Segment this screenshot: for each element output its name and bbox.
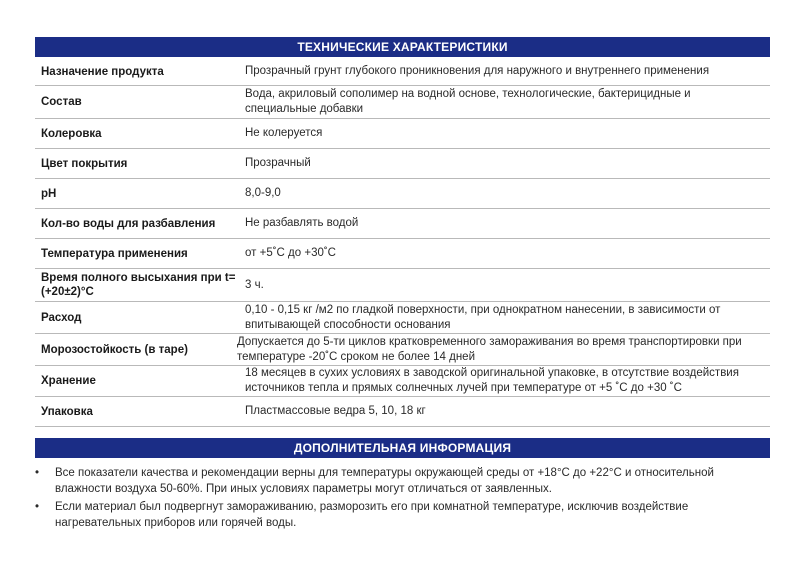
row-label: Хранение [41,375,96,387]
row-value: Прозрачный грунт глубокого проникновения для наружного и внутреннего применения [245,65,710,77]
row-value: Пластмассовые ведра 5, 10, 18 кг [245,405,426,417]
row-label: Колеровка [41,127,102,140]
row-label: Температура применения [41,247,188,260]
row-value: Не колеруется [245,127,323,139]
table-row [35,269,770,302]
list-item [35,465,770,497]
bullet-icon: • [35,501,40,513]
row-label: pH [41,187,57,200]
row-label: Назначение продукта [41,65,164,78]
row-value: 18 месяцев в сухих условиях в заводской оригинальной упаковке, в отсутствие воздействия источников тепла и прямых солнечных лучей при температуре от +5 ˚С до +30 ˚С [245,367,739,394]
table-row [35,179,770,209]
row-label: Расход [41,311,82,324]
table-row [35,149,770,179]
row-label: Упаковка [41,405,93,418]
info-text: Если материал был подвергнут замораживанию, разморозить его при комнатной температуре, исключив воздействие нагревательных приборов или горячей воды. [55,501,689,529]
table-row [35,334,770,366]
row-value: 8,0-9,0 [245,187,281,199]
table-row [35,119,770,149]
row-value: Допускается до 5-ти циклов кратковременного замораживания во время транспортировки при температуре -20˚С сроком не более 14 дней [237,335,742,363]
row-label: Цвет покрытия [41,157,128,170]
row-value: 3 ч. [245,278,264,291]
row-value: Вода, акриловый сополимер на водной основе, технологические, бактерицидные и специальные добавки [245,88,691,115]
table-row [35,397,770,427]
list-item [35,499,770,531]
row-label: Время полного высыхания при t=(+20±2)°С [41,272,236,298]
table-row [35,366,770,397]
row-value: Прозрачный [245,157,311,169]
specs-table [35,58,770,427]
info-text: Все показатели качества и рекомендации верны для температуры окружающей среды от +18°С до +22°С и относительной влажности воздуха 50-60%. При иных условиях параметры могут отличаться от заявленных. [55,467,714,495]
info-heading: ДОПОЛНИТЕЛЬНАЯ ИНФОРМАЦИЯ [35,438,770,458]
table-row [35,239,770,269]
table-row [35,86,770,119]
row-label: Морозостойкость (в таре) [41,343,188,356]
row-value: 0,10 - 0,15 кг /м2 по гладкой поверхности, при однократном нанесении, в зависимости от впитывающей способности основания [245,303,721,331]
row-value: Не разбавлять водой [245,217,359,229]
table-row [35,58,770,86]
row-value: от +5˚С до +30˚С [245,247,336,259]
row-label: Кол-во воды для разбавления [41,217,216,230]
bullet-icon: • [35,467,40,479]
info-list [35,465,770,533]
table-row [35,209,770,239]
row-label: Состав [41,96,82,108]
specs-heading: ТЕХНИЧЕСКИЕ ХАРАКТЕРИСТИКИ [35,37,770,57]
table-row [35,302,770,334]
